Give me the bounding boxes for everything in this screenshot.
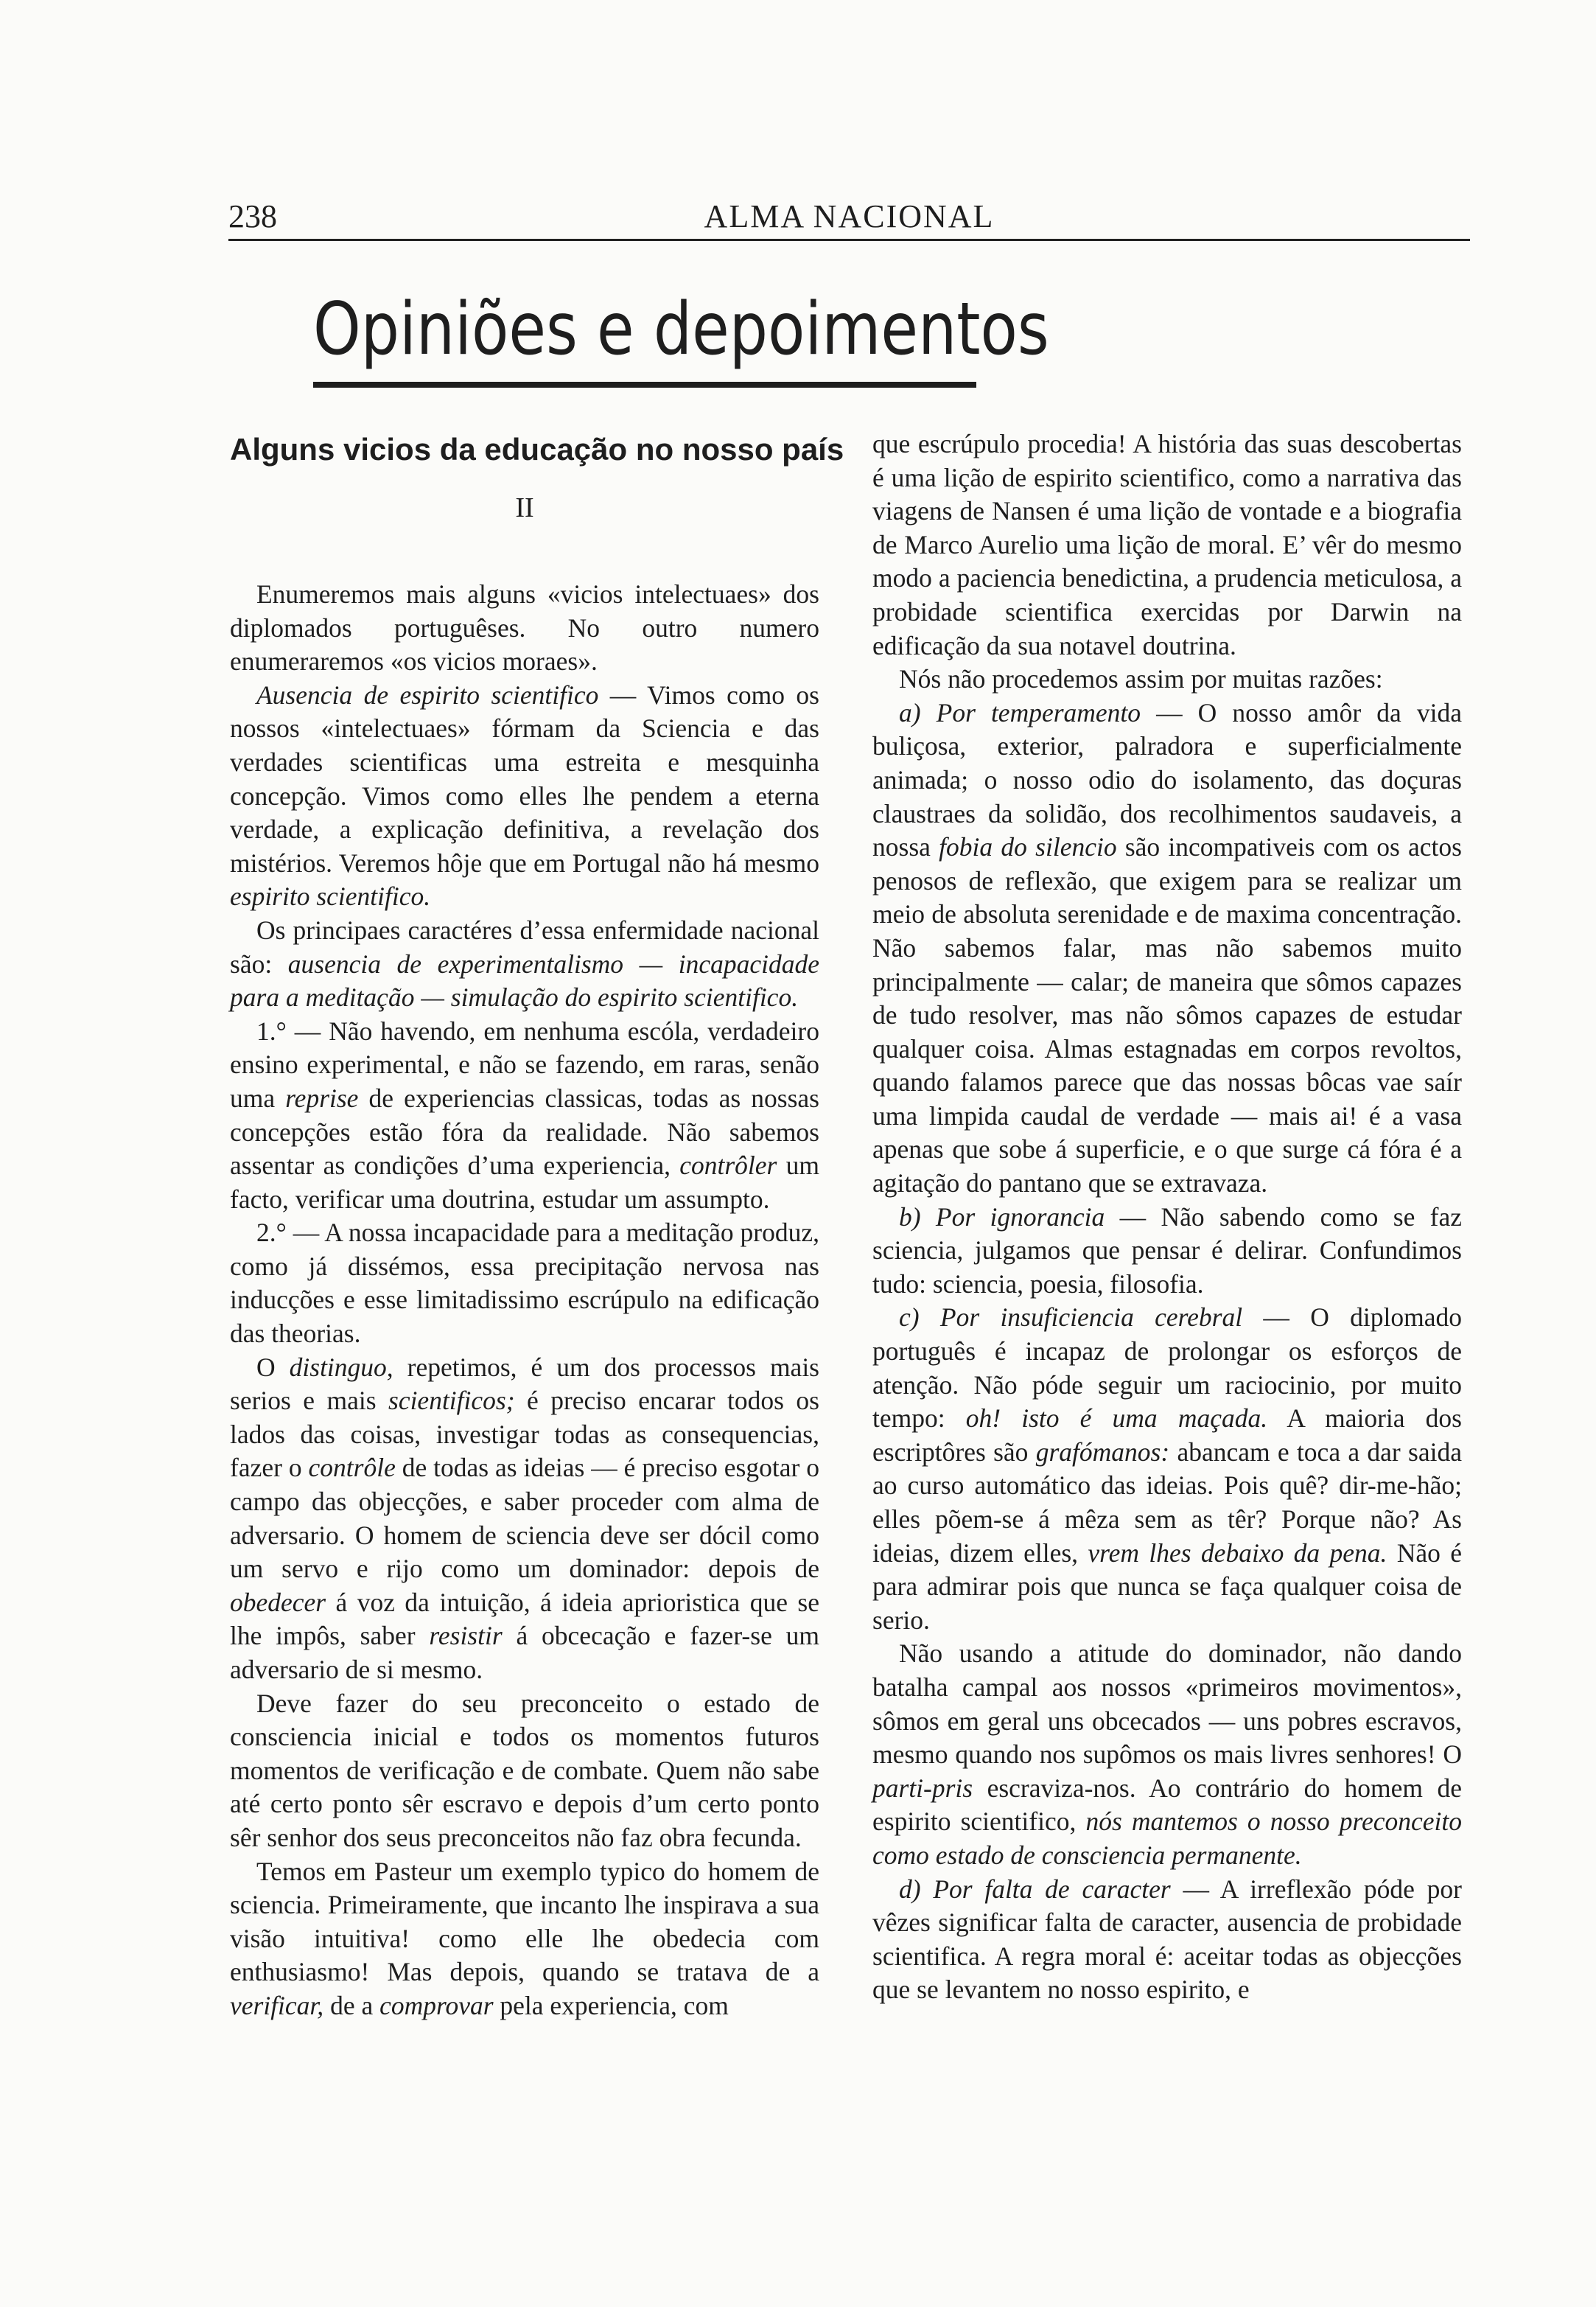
section-title: Opiniões e depoimentos	[313, 287, 1049, 371]
text-run: Deve fazer do seu preconceito o estado de consciencia inicial e todos os momentos futuros momentos de verificação e de combate. Quem não sabe até certo ponto sêr escravo e depois d’um certo ponto sêr senhor dos seus preconceitos não faz obra fecunda.	[230, 1688, 819, 1852]
italic-run: nós mantemos o nosso preconceito como estado de consciencia permanente.	[872, 1807, 1463, 1870]
article-title: Alguns vicios da educação no nosso país	[230, 432, 844, 467]
italic-run: c) Por insuficiencia cerebral	[899, 1302, 1243, 1333]
text-run: — O diplomado português é incapaz de prolongar os esforços de atenção. Não póde seguir um raciocinio, por muito tempo:	[872, 1302, 1462, 1434]
text-run: pela experiencia, com	[493, 1990, 729, 2020]
running-header	[228, 198, 1470, 241]
text-run: Enumeremos mais alguns «vicios intelectuaes» dos diplomados portuguêses. No outro numero enumeraremos «os vicios moraes».	[230, 579, 819, 677]
paragraph	[230, 1855, 819, 2023]
text-run: 1.° — Não havendo, em nenhuma escóla, verdadeiro ensino experimental, e não se fazendo, em raras, senão uma	[230, 1016, 819, 1113]
paragraph	[230, 1015, 819, 1217]
text-run: que escrúpulo procedia! A história das suas descobertas é uma lição de espirito scientifico, como a narrativa das viagens de Nansen é uma lição de vontade e a biografia de Marco Aurelio uma lição de moral. E’ vêr do mesmo modo a paciencia benedictina, a prudencia meticulosa, a probidade scientifica exercidas por Darwin na edificação da sua notavel doutrina.	[872, 429, 1462, 660]
left-column-body	[230, 578, 819, 2023]
text-run: é preciso encarar todos os lados das coisas, investigar todas as consequencias, fazer o	[230, 1386, 819, 1483]
text-run: Nós não procedemos assim por muitas razões:	[899, 664, 1383, 694]
text-run: — A irreflexão póde por vêzes significar falta de caracter, ausencia de probidade scientifica. A regra moral é: aceitar todas as objecções que se levantem no nosso espirito, e	[872, 1874, 1462, 2005]
text-run: A maioria dos escriptôres são	[872, 1403, 1462, 1467]
italic-run: vrem lhes debaixo da pena.	[1088, 1538, 1387, 1568]
text-run: de todas as ideias — é preciso esgotar o campo das objecções, e saber proceder com alma de adversario. O homem de sciencia deve ser dócil como um servo e rijo como um dominador: depois de	[230, 1453, 819, 1584]
italic-run: obedecer	[230, 1587, 326, 1617]
italic-run: parti-pris	[872, 1773, 973, 1803]
italic-run: oh! isto é uma maçada.	[965, 1403, 1268, 1434]
page-number: 238	[228, 198, 277, 234]
text-run: de a	[323, 1990, 380, 2020]
italic-run: ausencia de experimentalismo — incapacidade para a meditação — simulação do espirito scientifico.	[230, 949, 819, 1013]
italic-run: b) Por ignorancia	[899, 1201, 1105, 1232]
title-rule	[313, 382, 976, 388]
text-run: á voz da intuição, á ideia aprioristica que se lhe impôs, saber	[230, 1587, 819, 1651]
right-column-body	[872, 427, 1462, 2007]
paragraph	[230, 1687, 819, 1855]
text-run: Os principaes caractéres d’essa enfermidade nacional são:	[230, 915, 819, 979]
text-run: abancam e toca a dar saida ao curso automático das ideias. Pois quê? dir-me-hão; elles põem-se á mêza sem as têr? Porque não? As ideias, dizem elles,	[872, 1437, 1462, 1568]
italic-run: distinguo,	[289, 1352, 393, 1382]
paragraph	[230, 679, 819, 914]
text-run: — Vimos como os nossos «intelectuaes» fórmam da Sciencia e das verdades scientificas uma estreita e mesquinha concepção. Vimos como elles lhe pendem a eterna verdade, a explicação definitiva, a revelação dos mistérios. Veremos hôje que em Portugal não há mesmo	[230, 680, 819, 878]
paragraph	[230, 578, 819, 679]
text-run: escraviza-nos. Ao contrário do homem de espirito scientifico,	[872, 1773, 1462, 1837]
paragraph	[872, 1301, 1462, 1637]
text-run: de experiencias classicas, todas as nossas concepções estão fóra da realidade. Não sabemos assentar as condições d’uma experiencia,	[230, 1083, 819, 1181]
italic-run: contrôler	[679, 1151, 777, 1181]
text-run: Não é para admirar pois que nunca se faça qualquer coisa de serio.	[872, 1538, 1463, 1635]
italic-run: resistir	[429, 1621, 503, 1651]
text-run: Não usando a atitude do dominador, não dando batalha campal aos nossos «primeiros movimentos», sômos em geral uns obcecados — uns pobres escravos, mesmo quando nos supômos os mais livres senhores! O	[872, 1638, 1462, 1770]
part-numeral: II	[515, 492, 534, 523]
italic-run: d) Por falta de caracter	[899, 1874, 1171, 1904]
text-run: — O nosso amôr da vida buliçosa, exterior, palradora e superficialmente animada; o nosso odio do isolamento, das doçuras claustraes da solidão, dos recolhimentos saudaveis, a nossa	[872, 697, 1462, 862]
paragraph	[872, 697, 1462, 1201]
italic-run: Ausencia de espirito scientifico	[256, 680, 599, 710]
text-run: 2.° — A nossa incapacidade para a meditação produz, como já dissémos, essa precipitação nervosa nas inducções e esse limitadissimo escrúpulo na edificação das theorias.	[230, 1218, 819, 1349]
text-run: um facto, verificar uma doutrina, estudar um assumpto.	[230, 1151, 819, 1214]
paragraph	[872, 663, 1462, 697]
text-run: — Não sabendo como se faz sciencia, julgamos que pensar é delirar. Confundimos tudo: sciencia, poesia, filosofia.	[872, 1201, 1462, 1299]
paragraph	[230, 914, 819, 1015]
italic-run: verificar,	[230, 1990, 324, 2020]
text-run: Temos em Pasteur um exemplo typico do homem de sciencia. Primeiramente, que incanto lhe inspirava a sua visão intuitiva! como elle lhe obedecia com enthusiasmo! Mas depois, quando se tratava de a	[230, 1856, 819, 1987]
italic-run: reprise	[285, 1083, 359, 1113]
paragraph	[872, 1201, 1462, 1302]
text-run: repetimos, é um dos processos mais serios e mais	[230, 1352, 819, 1416]
text-run: são incompativeis com os actos penosos de reflexão, que exigem para se realizar um meio de absoluta serenidade e de maxima concentração. Não sabemos falar, mas não sabemos muito principalmente — calar; de maneira que sômos capazes de tudo resolver, mas não sômos capazes de estudar qualquer coisa. Almas estagnadas em corpos revoltos, quando falamos parece que das nossas bôcas vae saír uma limpida caudal de verdade — mais ai! é a vasa apenas que sobe á superficie, e o que surge cá fóra é a agitação do pantano que se extravaza.	[872, 832, 1462, 1198]
paragraph	[872, 1637, 1462, 1872]
paragraph	[230, 1351, 819, 1687]
left-column	[230, 427, 844, 2023]
paragraph	[872, 427, 1462, 663]
italic-run: a) Por temperamento	[899, 697, 1141, 727]
paragraph	[230, 1216, 819, 1350]
italic-run: scientificos;	[388, 1386, 515, 1416]
italic-run: contrôle	[308, 1453, 396, 1483]
running-title: ALMA NACIONAL	[704, 198, 995, 234]
italic-run: espirito scientifico.	[230, 882, 431, 912]
right-column	[872, 427, 1462, 2007]
paragraph	[872, 1873, 1462, 2007]
italic-run: comprovar	[379, 1990, 494, 2020]
italic-run: fobia do silencio	[939, 832, 1117, 862]
text-run: O	[256, 1352, 290, 1382]
text-run: á obcecação e fazer-se um adversario de si mesmo.	[230, 1621, 819, 1684]
italic-run: grafómanos:	[1035, 1437, 1170, 1467]
